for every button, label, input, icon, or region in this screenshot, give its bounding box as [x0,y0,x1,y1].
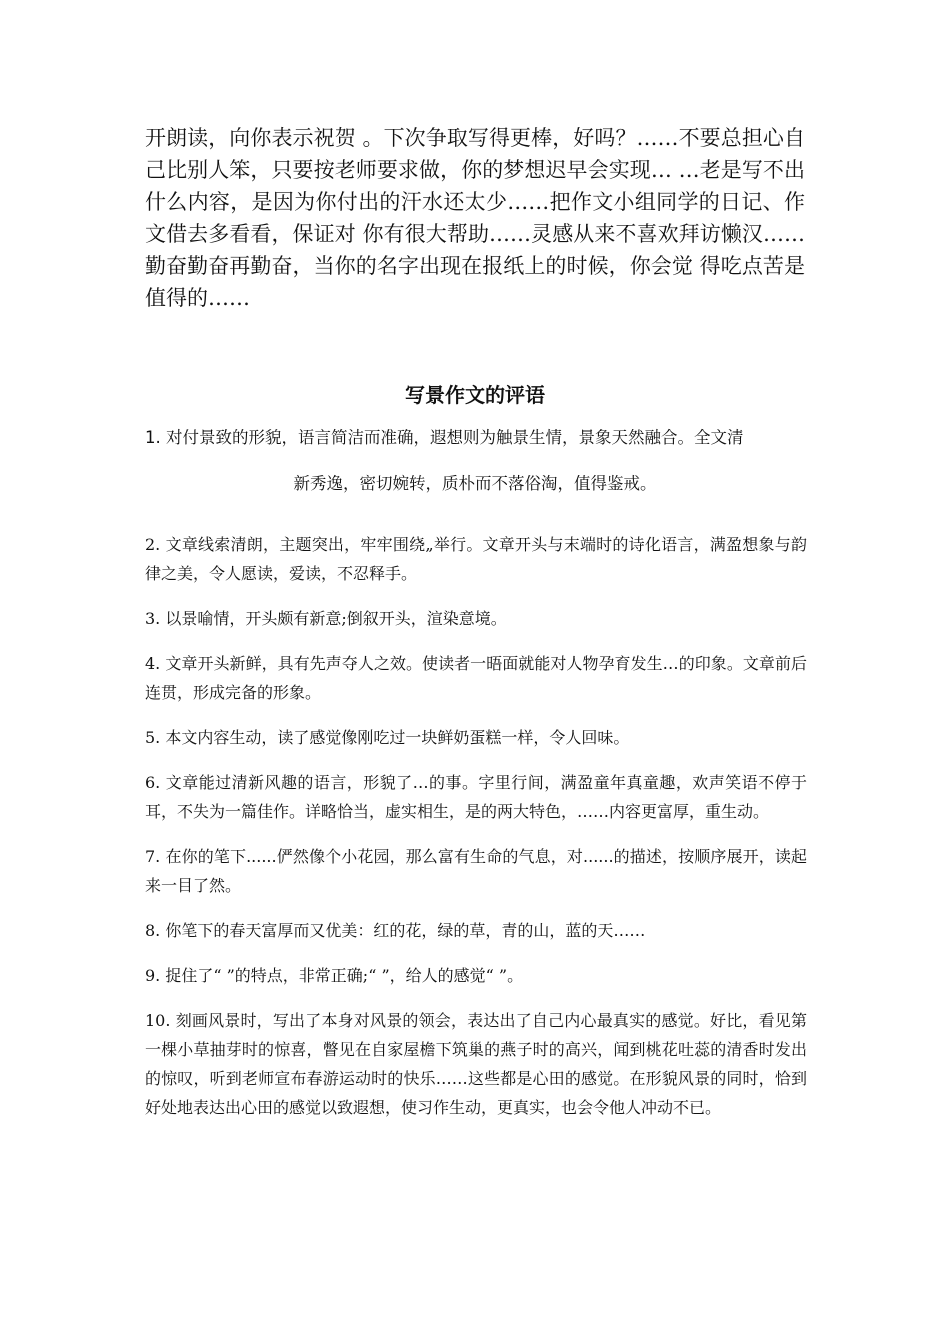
comment-item: 8. 你笔下的春天富厚而又优美：红的花，绿的草，青的山，蓝的天…… [145,921,646,940]
comment-item: 6. 文章能过清新风趣的语言，形貌了…的事。字里行间，满盈童年真童趣，欢声笑语不停于耳，不失为一篇佳作。详略恰当，虚实相生，是的两大特色，……内容更富厚，重生动。 [145,773,807,821]
comment-item: 3. 以景喻情，开头颇有新意;倒叙开头，渲染意境。 [145,609,507,628]
comment-item: 4. 文章开头新鲜，具有先声夺人之效。使读者一晤面就能对人物孕育发生…的印象。文章前后连贯，形成完备的形象。 [145,654,807,702]
section-title: 写景作文的评语 [405,383,545,407]
intro-paragraph: 开朗读，向你表示祝贺 。下次争取写得更棒，好吗？……不要总担心自己比别人笨，只要按老师要求做，你的梦想迟早会实现… …老是写不出什么内容，是因为你付出的汗水还太少……把作文小组同学的日记、作文借去多看看，保证对 你有很大帮助……灵感从来不喜欢拜访懒汉……勤奋勤奋再勤奋，当你的名字出现在报纸上的时候，你会觉 得吃点苦是值得的…… [145,126,805,310]
comment-item: 10. 刻画风景时，写出了本身对风景的领会，表达出了自己内心最真实的感觉。好比，看见第一棵小草抽芽时的惊喜，瞥见在自家屋檐下筑巢的燕子时的高兴，闻到桃花吐蕊的清香时发出的惊叹，听到老师宣布春游运动时的快乐……这些都是心田的感觉。在形貌风景的同时，恰到好处地表达出心田的感觉以致遐想，使习作生动，更真实，也会令他人冲动不已。 [145,1011,807,1117]
comment-item: 9. 捉住了“ ”的特点，非常正确;“ ”，给人的感觉“ ”。 [145,966,524,985]
comment-item: 5. 本文内容生动，读了感觉像刚吃过一块鲜奶蛋糕一样，令人回味。 [145,728,630,747]
comment-item-1-line2: 新秀逸，密切婉转，质朴而不落俗淘，值得鉴戒。 [293,474,657,493]
comment-item: 2. 文章线索清朗，主题突出，牢牢围绕„举行。文章开头与末端时的诗化语言，满盈想象与韵律之美，令人愿读，爱读，不忍释手。 [145,535,807,583]
comment-item-1-line1: 1. 对付景致的形貌，语言简洁而准确，遐想则为触景生情，景象天然融合。全文清 [145,428,744,447]
comment-item: 7. 在你的笔下......俨然像个小花园，那么富有生命的气息，对......的描述，按顺序展开，读起来一目了然。 [145,847,807,895]
comment-list [145,530,807,1138]
